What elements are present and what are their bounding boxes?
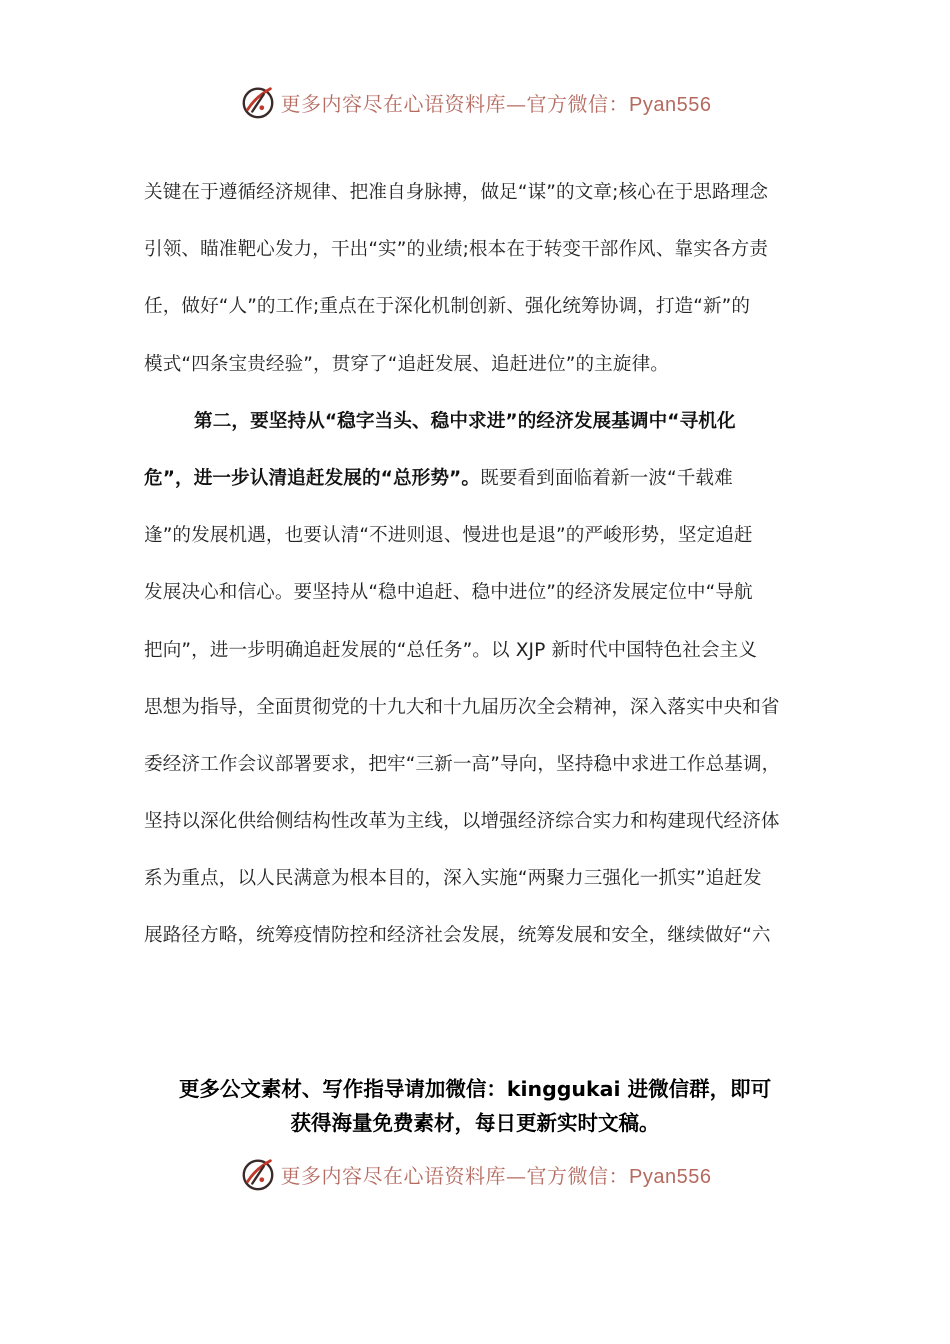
brand-logo-icon [239, 83, 277, 121]
paragraph2-bold-heading-cont: 危”，进一步认清追赶发展的“总形势”。 [144, 467, 481, 489]
footer-wechat-id: Pyan556 [629, 1165, 712, 1188]
paragraph2-bold-heading: 第二，要坚持从“稳字当头、稳中求进”的经济发展基调中“寻机化 [194, 410, 736, 432]
paragraph2-line: 坚持以深化供给侧结构性改革为主线，以增强经济综合实力和构建现代经济体 [144, 811, 780, 833]
paragraph1-line: 任，做好“人”的工作;重点在于深化机制创新、强化统筹协调，打造“新”的 [144, 296, 751, 318]
paragraph1-line: 模式“四条宝贵经验”，贯穿了“追赶发展、追赶进位”的主旋律。 [144, 353, 669, 375]
paragraph1-line: 关键在于遵循经济规律、把准自身脉搏，做足“谋”的文章;核心在于思路理念 [144, 182, 769, 203]
footer-note [0, 1072, 950, 1140]
paragraph2-line: 展路径方略，统筹疫情防控和经济社会发展，统筹发展和安全，继续做好“六 [144, 925, 771, 947]
paragraph2-line: 思想为指导，全面贯彻党的十九大和十九届历次全会精神，深入落实中央和省 [144, 696, 780, 718]
paragraph1-line: 引领、瞄准靶心发力，干出“实”的业绩;根本在于转变干部作风、靠实各方责 [144, 239, 769, 261]
paragraph2-line: 系为重点，以人民满意为根本目的，深入实施“两聚力三强化一抓实”追赶发 [144, 868, 762, 890]
header-banner-text [281, 88, 712, 117]
paragraph2-line: 逢”的发展机遇，也要认清“不进则退、慢进也是退”的严峻形势，坚定追赶 [144, 525, 753, 547]
brand-logo-icon [239, 1155, 277, 1193]
footer-brand-text: 更多内容尽在心语资料库—官方微信： [280, 1163, 630, 1188]
paragraph2-line: 发展决心和信心。要坚持从“稳中追赶、稳中进位”的经济发展定位中“导航 [144, 582, 753, 604]
article-body [144, 170, 806, 971]
paragraph2-line: 把向”，进一步明确追赶发展的“总任务”。以 XJP 新时代中国特色社会主义 [144, 639, 758, 661]
paragraph2-line [144, 456, 806, 513]
paragraph2-line: 委经济工作会议部署要求，把牢“三新一高”导向，坚持稳中求进工作总基调， [144, 753, 781, 775]
paragraph2-heading-line [144, 399, 806, 456]
paragraph2-line-rest: 既要看到面临着新一波“千载难 [480, 467, 733, 489]
header-banner [0, 82, 950, 122]
footer-banner [0, 1154, 950, 1194]
footer-note-line2: 获得海量免费素材，每日更新实时文稿。 [290, 1111, 660, 1135]
header-brand-text: 更多内容尽在心语资料库—官方微信： [280, 91, 630, 116]
footer-banner-text [281, 1160, 712, 1189]
footer-note-line1: 更多公文素材、写作指导请加微信：kinggukai 进微信群，即可 [178, 1077, 772, 1101]
header-wechat-id: Pyan556 [629, 93, 712, 116]
